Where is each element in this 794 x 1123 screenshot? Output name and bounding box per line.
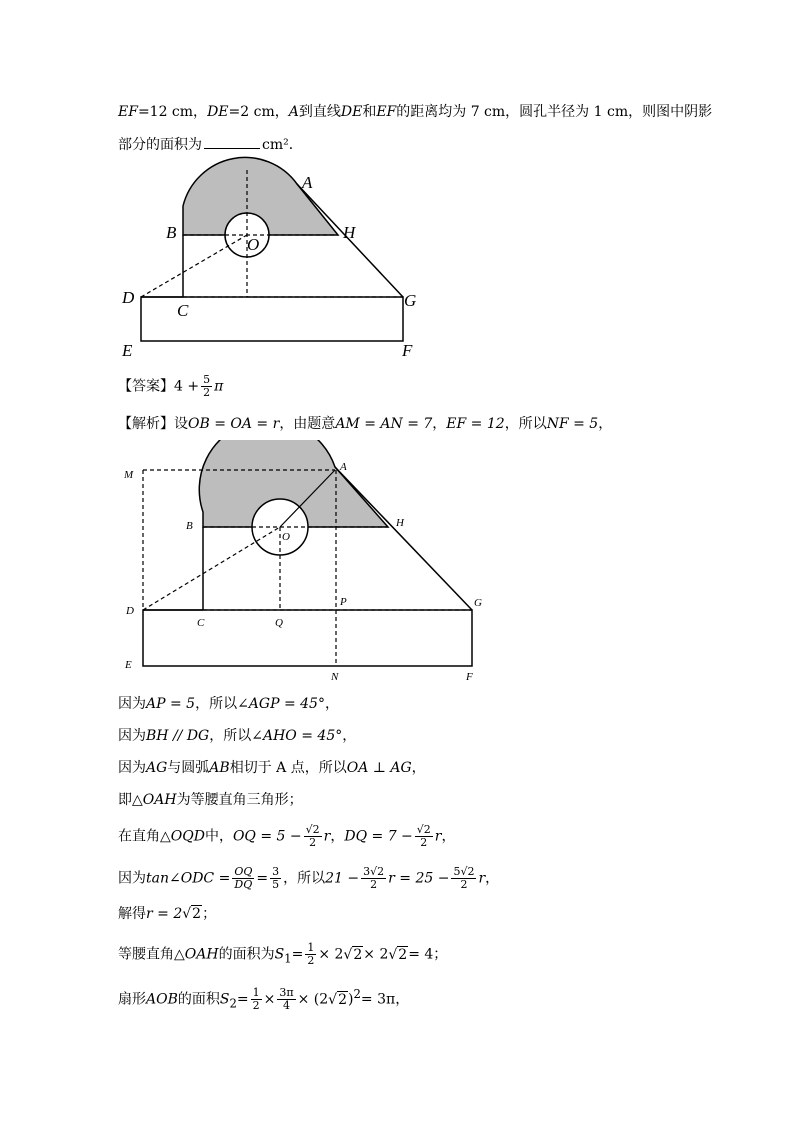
label-e: E [122,341,133,360]
step8-sub: 1 [284,951,292,966]
step-9 [118,984,409,1013]
answer-tag: 【答案】 [118,378,174,395]
step3-ab: AB [209,760,230,776]
step8-sqrt1: √2 [343,946,363,963]
analysis-so: ，所以 [504,416,547,432]
label2-q: Q [275,617,283,629]
label2-g: G [474,597,482,609]
step8-rad2: 2 [398,946,408,963]
step9-eq: = [236,991,249,1008]
step5-frac1-num: √2 [305,823,320,836]
label2-f: F [466,671,473,683]
step-5 [118,824,456,849]
step1-so: ，所以 [195,696,238,712]
var-ef-2: EF [376,104,397,120]
step9-close: ) [348,991,354,1008]
step5-end: ， [441,828,456,845]
step2-eq: BH // DG [146,728,210,744]
label2-c: C [197,617,205,629]
label-f: F [402,341,413,360]
step1-eq: AP = 5 [146,696,196,712]
label2-b: B [186,520,193,532]
step8-eq: = [291,946,304,963]
step8-mul1: × 2 [318,946,344,963]
step8-end: ； [433,946,448,963]
var-a: A [288,104,299,120]
step8-sqrt2: √2 [388,946,408,963]
step6-frac4-num: 5√2 [453,865,475,878]
step5-triangle: △OQD [160,828,205,845]
step4-text2: 为等腰直角三角形； [176,792,303,808]
step-1 [118,694,339,714]
step7-result: r = 2 [146,906,183,922]
step5-frac2-num: √2 [416,823,431,836]
step5-text2: 中， [204,828,233,845]
step8-frac-num: 1 [307,941,315,954]
analysis-given: ，由题意 [279,416,336,432]
step9-frac1 [251,987,262,1012]
step6-end: ， [485,870,500,887]
step2-because: 因为 [118,728,146,744]
dash-d-o-2 [143,527,280,610]
analysis-eq1: OB = OA = r [188,416,280,432]
step6-frac3-den: 2 [370,878,378,891]
analysis-eq4: NF = 5 [546,416,599,432]
label-h: H [343,223,356,242]
label2-a: A [340,461,347,473]
step8-triangle: △OAH [174,946,219,963]
distance-text: 的距离均为 7 cm，圆孔半径为 1 cm，则图中阴影 [396,104,713,120]
label-b: B [166,223,177,242]
label-g: G [404,291,417,310]
step8-mul2: × 2 [363,946,389,963]
step6-frac2-den: 5 [272,878,280,891]
figure-1 [0,0,794,380]
label2-d: D [126,605,134,617]
step6-frac1-num: OQ [234,865,253,878]
step5-oq: OQ = 5 − [232,828,302,845]
label-o: O [247,235,260,254]
unit-text: cm²． [262,137,303,153]
label2-m: M [124,469,134,481]
step6-so: ，所以 [283,870,326,887]
step7-radicand: 2 [192,906,202,922]
answer-frac-num: 5 [203,373,211,386]
step9-text2: 的面积 [177,991,220,1008]
step9-s: S [219,991,230,1008]
step9-text1: 扇形 [118,991,146,1008]
analysis-eq3: EF = 12 [446,416,505,432]
step-4 [118,790,303,810]
step9-sup: 2 [353,987,361,1001]
step6-tan: tan∠ODC = [146,870,231,887]
step5-text1: 在直角 [118,828,160,845]
step6-frac3 [361,866,386,891]
step2-so: ，所以 [209,728,252,744]
answer-prefix: 4 + [174,378,200,395]
step5-r1: r [323,828,331,845]
step3-mid1: 与圆弧 [167,760,210,776]
step1-because: 因为 [118,696,146,712]
step6-frac1-den: DQ [234,878,253,891]
answer-pi: π [214,378,224,395]
step9-name: AOB [146,991,178,1008]
var-de: DE [207,104,229,120]
step5-frac2-den: 2 [420,836,428,849]
label-c: C [177,301,189,320]
step-6 [118,866,499,891]
figure-2 [0,440,794,690]
step5-dq: DQ = 7 − [344,828,413,845]
area-prompt: 部分的面积为 [118,137,202,153]
analysis-sep: ， [432,416,447,432]
step7-sqrt: √2 [182,906,202,922]
step5-frac1 [304,824,322,849]
step9-frac1-num: 1 [252,986,260,1000]
label2-p: P [340,596,347,608]
step8-result: = 4 [408,946,434,963]
segment-a-g-2 [335,467,472,610]
step8-s: S [274,946,285,963]
label-d: D [122,288,135,307]
label2-e: E [125,659,132,671]
step9-frac2-den: 4 [282,999,290,1013]
step3-mid2: 相切于 A 点，所以 [229,760,347,776]
step5-frac1-den: 2 [309,836,317,849]
analysis-line [118,414,612,434]
var-de-2: DE [340,104,363,120]
step9-frac2 [277,987,295,1012]
step2-result: ∠AHO = 45° [251,728,343,744]
step1-end: ， [324,696,339,712]
step6-frac3-num: 3√2 [363,865,385,878]
step2-end: ， [342,728,357,744]
step5-frac2 [415,824,433,849]
step9-sqrt: √2 [328,991,348,1008]
step3-ag: AG [146,760,168,776]
step3-end: ， [411,760,426,776]
step9-frac2-num: 3π [279,986,294,1000]
step7-end: ； [202,906,217,922]
step7-text: 解得 [118,906,146,922]
answer-frac-den: 2 [203,386,211,399]
step5-r2: r [434,828,442,845]
step9-radicand: 2 [338,991,348,1008]
analysis-set: 设 [174,416,188,432]
analysis-eq2: AM = AN = 7 [335,416,433,432]
ef-value: =12 cm， [137,104,208,120]
analysis-end: ， [598,416,613,432]
step8-rad1: 2 [353,946,363,963]
step8-text2: 的面积为 [218,946,275,963]
base-rectangle-2 [143,610,472,666]
and-text: 和 [362,104,377,120]
label-a: A [302,173,313,192]
step6-frac4-den: 2 [460,878,468,891]
step6-frac2-num: 3 [272,865,280,878]
step-3 [118,758,426,778]
step-2 [118,726,356,746]
step6-frac1 [232,866,254,891]
step9-sub: 2 [229,996,237,1011]
step3-because: 因为 [118,760,146,776]
step-8 [118,942,447,968]
step9-frac1-den: 2 [252,999,260,1013]
step6-r: r [478,870,486,887]
var-ef: EF [118,104,138,120]
step6-frac4 [451,866,476,891]
step4-text1: 即 [118,792,132,808]
step8-frac [305,942,316,967]
step9-end: ， [395,991,410,1008]
to-line-text: 到直线 [298,104,341,120]
answer-line [118,374,223,399]
step6-because: 因为 [118,870,146,887]
step9-result: = 3π [360,991,396,1008]
label2-o: O [282,531,290,543]
step9-times: × [263,991,276,1008]
step9-times2: × (2 [297,991,329,1008]
answer-fraction [201,374,212,399]
step4-triangle: △OAH [132,792,177,808]
step1-result: ∠AGP = 45° [237,696,325,712]
label2-n: N [331,671,339,683]
de-value: =2 cm， [228,104,289,120]
step8-frac-den: 2 [307,954,315,967]
step-7 [118,904,216,924]
analysis-tag: 【解析】 [118,416,174,432]
step8-text1: 等腰直角 [118,946,174,963]
step3-result: OA ⊥ AG [346,760,412,776]
step6-frac2 [270,866,281,891]
step6-eq: = [256,870,269,887]
step6-mid: r = 25 − [388,870,450,887]
step5-sep: ， [330,828,345,845]
step6-lhs: 21 − [325,870,360,887]
label2-h: H [396,517,404,529]
